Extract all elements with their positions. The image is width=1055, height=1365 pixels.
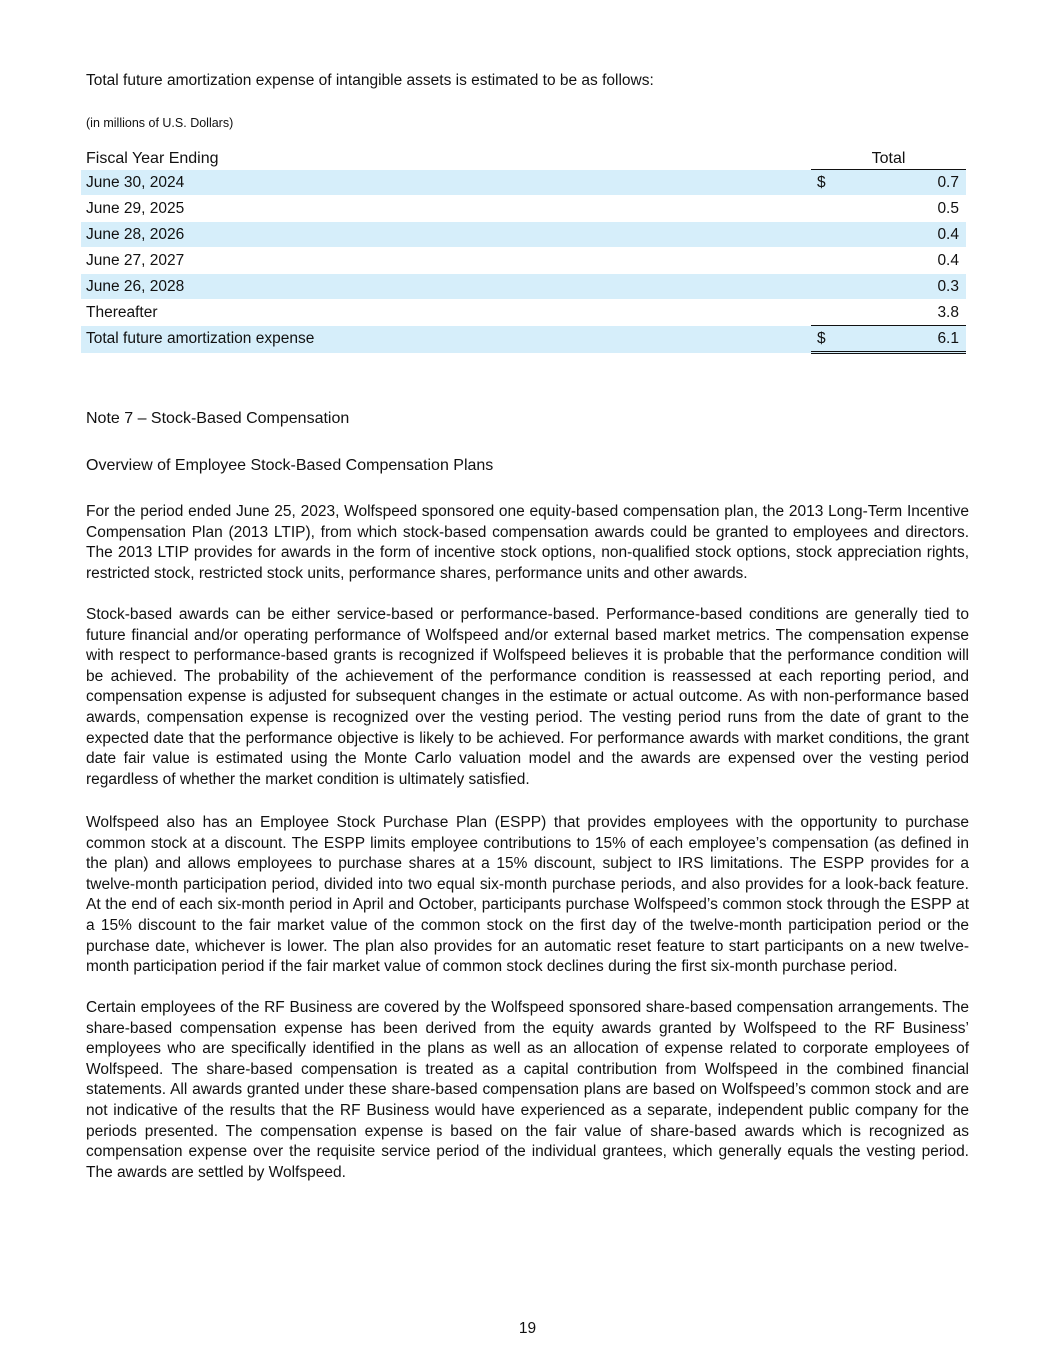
intro-text: Total future amortization expense of intangible assets is estimated to be as follows: <box>86 72 654 89</box>
paragraph-rf-business: Certain employees of the RF Business are covered by the Wolfspeed sponsored share-based compensation arrangements. The share-based compensation expense has been derived from the equity awards granted by Wolfspeed to the RF Business’ employees who are specifically identified in the plans as well as an allocation of expense related to corporate employees of Wolfspeed. The share-based compensation is treated as a capital contribution from Wolfspeed in the combined financial statements. All awards granted under these share-based compensation plans are based on Wolfspeed’s common stock and are not indicative of the results that the RF Business would have experienced as a separate, independent public company for the periods presented. The compensation expense is based on the fair value of share-based awards which is recognized as compensation expense over the requisite service period of the individual grantees, which generally equals the vesting period. The awards are settled by Wolfspeed. <box>86 999 969 1181</box>
row-label: Thereafter <box>81 300 811 326</box>
total-currency: $ <box>811 326 839 353</box>
total-value: 6.1 <box>839 326 966 353</box>
row-value: 0.3 <box>839 274 966 300</box>
table-total-row <box>81 326 966 353</box>
row-currency: $ <box>811 170 839 196</box>
row-currency <box>811 222 839 248</box>
table-row <box>81 274 966 300</box>
header-fiscal-year: Fiscal Year Ending <box>86 150 219 167</box>
table-row <box>81 248 966 274</box>
row-label: June 28, 2026 <box>81 222 811 248</box>
row-value: 0.4 <box>839 248 966 274</box>
row-currency <box>811 248 839 274</box>
amortization-table <box>81 143 966 354</box>
table-row <box>81 170 966 196</box>
total-label: Total future amortization expense <box>81 326 811 353</box>
row-label: June 27, 2027 <box>81 248 811 274</box>
units-note: (in millions of U.S. Dollars) <box>86 116 234 130</box>
table-row <box>81 196 966 222</box>
row-label: June 26, 2028 <box>81 274 811 300</box>
page-number: 19 <box>518 1320 537 1337</box>
note-title: Note 7 – Stock-Based Compensation <box>86 410 350 427</box>
row-value: 0.7 <box>839 170 966 196</box>
row-currency <box>811 300 839 326</box>
row-value: 3.8 <box>839 300 966 326</box>
row-currency <box>811 274 839 300</box>
table-row <box>81 222 966 248</box>
paragraph-espp: Wolfspeed also has an Employee Stock Purchase Plan (ESPP) that provides employees with the opportunity to purchase common stock at a discount. The ESPP limits employee contributions to 15% of each employee’s compensation (as defined in the plan) and allows employees to purchase shares at a 15% discount, subject to IRS limitations. The ESPP provides for a twelve-month participation period, divided into two equal six-month purchase periods, and also provides for a look-back feature. At the end of each six-month period in April and October, participants purchase Wolfspeed’s common stock through the ESPP at a 15% discount to the fair market value of the common stock on the first day of the twelve-month participation period or the purchase date, whichever is lower. The plan also provides for an automatic reset feature to start participants on a new twelve-month participation period if the fair market value of common stock declines during the first six-month purchase period. <box>86 814 969 976</box>
row-currency <box>811 196 839 222</box>
section-title: Overview of Employee Stock-Based Compensation Plans <box>86 457 494 474</box>
paragraph-plan-overview: For the period ended June 25, 2023, Wolfspeed sponsored one equity-based compensation plan, the 2013 Long-Term Incentive Compensation Plan (2013 LTIP), from which stock-based compensation awards could be granted to employees and directors. The 2013 LTIP provides for awards in the form of incentive stock options, non-qualified stock options, stock appreciation rights, restricted stock, restricted stock units, performance shares, performance units and other awards. <box>86 503 969 582</box>
paragraph-performance-awards: Stock-based awards can be either service-based or performance-based. Performance-based conditions are generally tied to future financial and/or operating performance of Wolfspeed and/or external based market metrics. The compensation expense with respect to performance-based grants is recognized if Wolfspeed believes it is probable that the performance condition will be achieved. The probability of the achievement of the performance condition is reassessed at each reporting period, and compensation expense is adjusted for subsequent changes in the estimate or actual outcome. As with non-performance based awards, compensation expense is recognized over the vesting period. The vesting period runs from the date of grant to the expected date that the performance objective is likely to be achieved. For performance awards with market conditions, the grant date fair value is estimated using the Monte Carlo valuation model and the awards are expensed over the vesting period regardless of whether the market condition is ultimately satisfied. <box>86 606 969 788</box>
row-label: June 29, 2025 <box>81 196 811 222</box>
table-row <box>81 300 966 326</box>
row-label: June 30, 2024 <box>81 170 811 196</box>
table-header-row <box>81 143 966 170</box>
row-value: 0.4 <box>839 222 966 248</box>
header-total: Total <box>811 143 966 170</box>
row-value: 0.5 <box>839 196 966 222</box>
